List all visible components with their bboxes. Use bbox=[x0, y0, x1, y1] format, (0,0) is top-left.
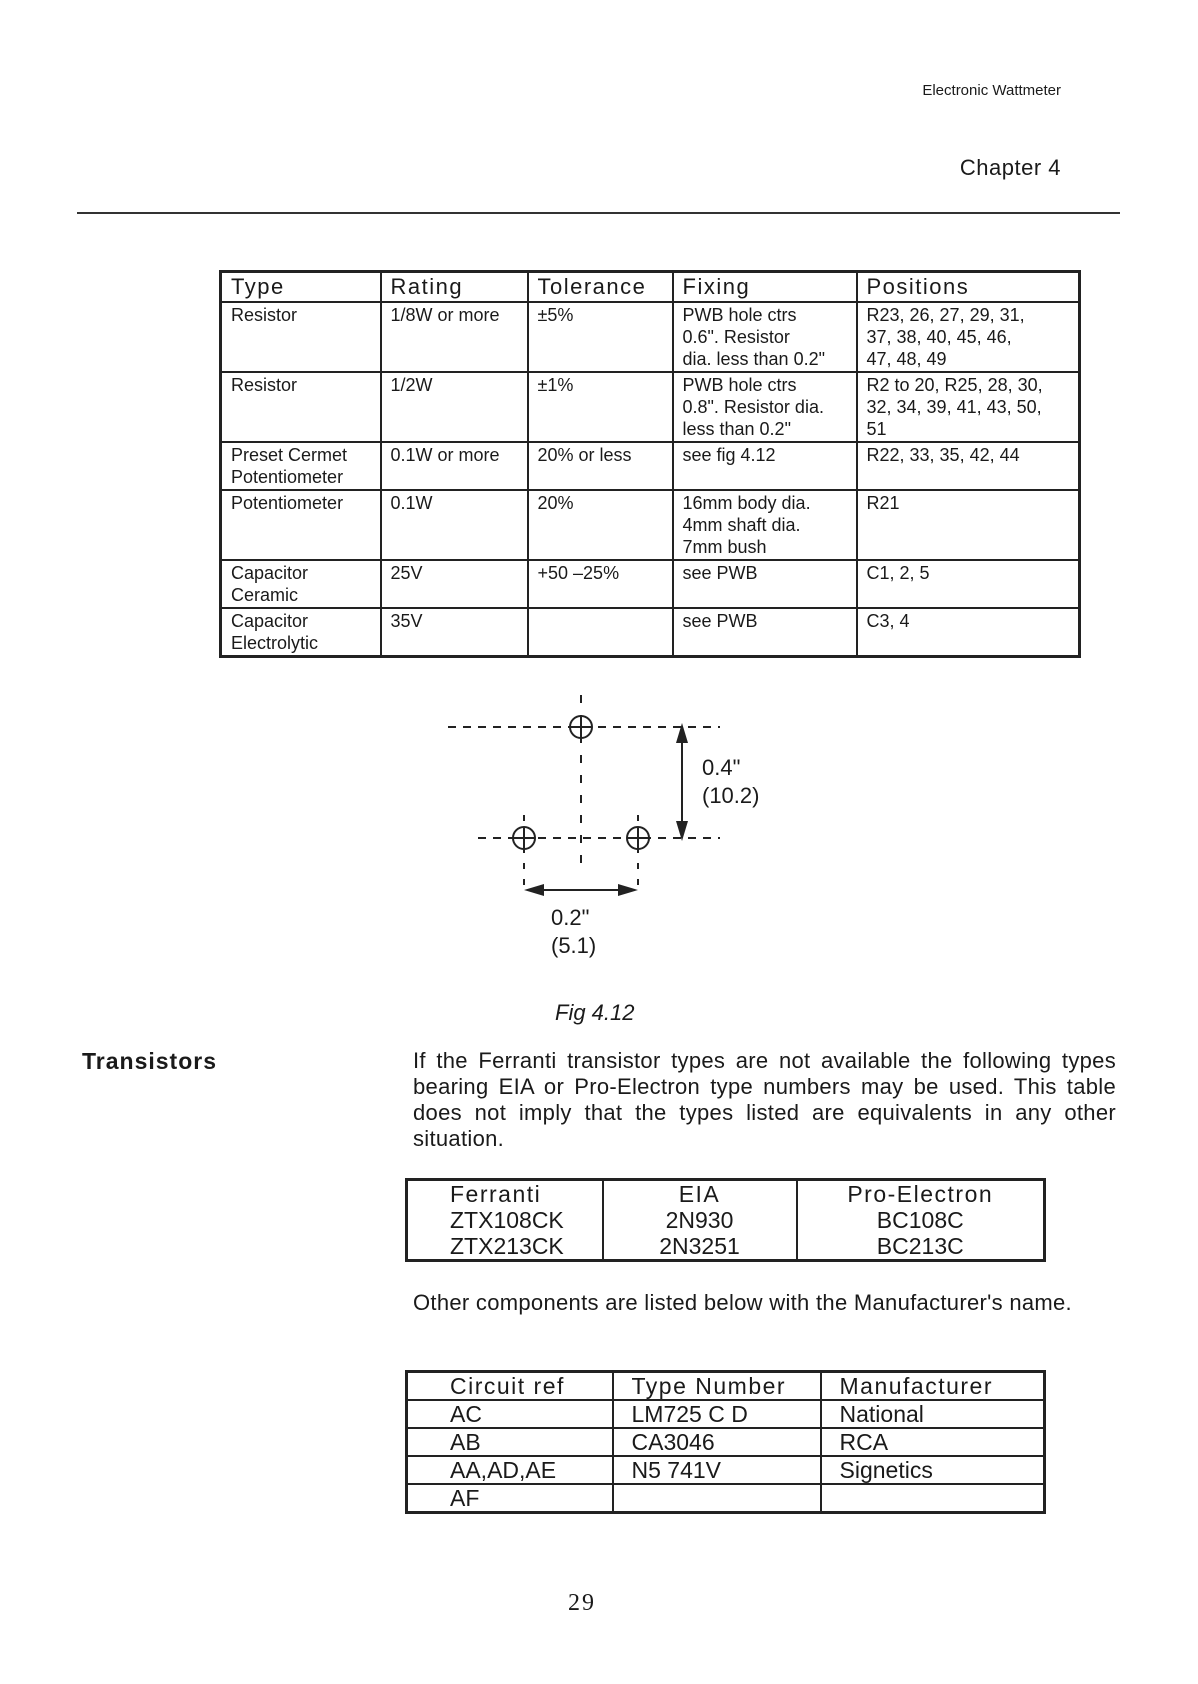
table-cell: AA,AD,AE bbox=[407, 1456, 613, 1484]
parts-fixing-cell bbox=[673, 372, 857, 442]
parts-table bbox=[219, 270, 1081, 658]
parts-tolerance-cell bbox=[528, 560, 673, 608]
parts-positions-cell bbox=[857, 490, 1080, 560]
cell-line: Ceramic bbox=[231, 585, 299, 605]
cell-line: 4mm shaft dia. bbox=[682, 515, 801, 535]
table-row bbox=[407, 1207, 1045, 1233]
table-cell: RCA bbox=[821, 1428, 1045, 1456]
cell-line: Resistor bbox=[231, 375, 298, 395]
table-cell: N5 741V bbox=[613, 1456, 821, 1484]
table-cell: AF bbox=[407, 1484, 613, 1513]
table-row bbox=[407, 1400, 1045, 1428]
table-cell: AC bbox=[407, 1400, 613, 1428]
parts-type-cell bbox=[221, 302, 381, 372]
transistors-paragraph: If the Ferranti transistor types are not available the following types bearing EIA or Pro-Electron type numbers may be used. This table does not imply that the types listed are equivalents in any other situation. bbox=[413, 1048, 1116, 1151]
cell-line: Resistor bbox=[231, 305, 298, 325]
arrow-right-icon bbox=[618, 884, 638, 896]
cell-line: 0.1W or more bbox=[390, 445, 500, 465]
parts-tolerance-cell bbox=[528, 608, 673, 657]
figure-caption: Fig 4.12 bbox=[555, 1000, 635, 1025]
parts-type-cell bbox=[221, 608, 381, 657]
parts-type-cell bbox=[221, 490, 381, 560]
table-cell: BC213C bbox=[797, 1233, 1045, 1261]
cell-line: see PWB bbox=[682, 611, 758, 631]
parts-header-cell: Positions bbox=[857, 272, 1080, 303]
table-cell: BC108C bbox=[797, 1207, 1045, 1233]
parts-fixing-cell bbox=[673, 490, 857, 560]
parts-fixing-cell bbox=[673, 608, 857, 657]
table-row bbox=[407, 1456, 1045, 1484]
parts-rating-cell bbox=[381, 302, 528, 372]
cell-line: 0.6". Resistor bbox=[682, 327, 790, 347]
parts-table-header-row bbox=[221, 272, 1080, 303]
vertical-dimension-mm: (10.2) bbox=[702, 783, 760, 808]
cell-line: 1/2W bbox=[390, 375, 433, 395]
components-header-cell: Manufacturer bbox=[821, 1372, 1045, 1401]
parts-rating-cell bbox=[381, 442, 528, 490]
other-components-paragraph: Other components are listed below with the Manufacturer's name. bbox=[413, 1290, 1072, 1315]
table-row bbox=[407, 1233, 1045, 1261]
cell-line: Capacitor bbox=[231, 563, 309, 583]
cell-line: Preset Cermet bbox=[231, 445, 348, 465]
parts-fixing-cell bbox=[673, 302, 857, 372]
cell-line: PWB hole ctrs bbox=[682, 305, 797, 325]
components-header-cell: Circuit ref bbox=[407, 1372, 613, 1401]
page-number: 29 bbox=[568, 1590, 596, 1616]
parts-positions-cell bbox=[857, 302, 1080, 372]
cell-line: 0.8". Resistor dia. bbox=[682, 397, 824, 417]
table-cell: ZTX213CK bbox=[407, 1233, 603, 1261]
cell-line: 25V bbox=[390, 563, 423, 583]
table-row bbox=[221, 442, 1080, 490]
parts-table-body bbox=[221, 302, 1080, 657]
cell-line: C1, 2, 5 bbox=[866, 563, 930, 583]
parts-type-cell bbox=[221, 442, 381, 490]
vertical-dimension-label: 0.4" bbox=[702, 755, 741, 780]
cell-line: 0.1W bbox=[390, 493, 433, 513]
table-cell: LM725 C D bbox=[613, 1400, 821, 1428]
top-hole-icon bbox=[570, 716, 592, 738]
parts-tolerance-cell bbox=[528, 302, 673, 372]
cell-line: less than 0.2" bbox=[682, 419, 791, 439]
table-row bbox=[221, 608, 1080, 657]
parts-tolerance-cell bbox=[528, 490, 673, 560]
transistor-table bbox=[405, 1178, 1046, 1262]
table-row bbox=[221, 302, 1080, 372]
components-table-header-row bbox=[407, 1372, 1045, 1401]
table-row bbox=[221, 490, 1080, 560]
parts-type-cell bbox=[221, 560, 381, 608]
parts-fixing-cell bbox=[673, 560, 857, 608]
cell-line: 20% bbox=[537, 493, 574, 513]
cell-line: ±1% bbox=[537, 375, 574, 395]
table-cell bbox=[613, 1484, 821, 1513]
table-row bbox=[221, 560, 1080, 608]
cell-line: 16mm body dia. bbox=[682, 493, 811, 513]
cell-line: 37, 38, 40, 45, 46, bbox=[866, 327, 1012, 347]
parts-header-cell: Type bbox=[221, 272, 381, 303]
transistor-header-cell: EIA bbox=[603, 1180, 797, 1208]
cell-line: 7mm bush bbox=[682, 537, 767, 557]
components-table bbox=[405, 1370, 1046, 1514]
cell-line: Potentiometer bbox=[231, 493, 344, 513]
parts-tolerance-cell bbox=[528, 442, 673, 490]
header-rule bbox=[77, 212, 1120, 214]
parts-positions-cell bbox=[857, 560, 1080, 608]
table-cell bbox=[821, 1484, 1045, 1513]
cell-line: see PWB bbox=[682, 563, 758, 583]
table-cell: 2N3251 bbox=[603, 1233, 797, 1261]
cell-line: Capacitor bbox=[231, 611, 309, 631]
cell-line: 32, 34, 39, 41, 43, 50, bbox=[866, 397, 1042, 417]
transistor-header-cell: Ferranti bbox=[407, 1180, 603, 1208]
parts-fixing-cell bbox=[673, 442, 857, 490]
cell-line: PWB hole ctrs bbox=[682, 375, 797, 395]
table-row bbox=[221, 372, 1080, 442]
parts-rating-cell bbox=[381, 560, 528, 608]
parts-header-cell: Tolerance bbox=[528, 272, 673, 303]
table-cell: ZTX108CK bbox=[407, 1207, 603, 1233]
components-header-cell: Type Number bbox=[613, 1372, 821, 1401]
parts-positions-cell bbox=[857, 442, 1080, 490]
cell-line: 47, 48, 49 bbox=[866, 349, 947, 369]
cell-line: R23, 26, 27, 29, 31, bbox=[866, 305, 1025, 325]
table-cell: Signetics bbox=[821, 1456, 1045, 1484]
cell-line: +50 –25% bbox=[537, 563, 620, 583]
running-header: Electronic Wattmeter bbox=[922, 82, 1061, 99]
table-row bbox=[407, 1428, 1045, 1456]
parts-tolerance-cell bbox=[528, 372, 673, 442]
cell-line: 35V bbox=[390, 611, 423, 631]
cell-line: C3, 4 bbox=[866, 611, 910, 631]
hole-spacing-figure bbox=[430, 695, 790, 975]
horizontal-dimension-mm: (5.1) bbox=[551, 933, 597, 958]
chapter-title: Chapter 4 bbox=[959, 155, 1061, 180]
parts-rating-cell bbox=[381, 608, 528, 657]
parts-rating-cell bbox=[381, 372, 528, 442]
cell-line: ±5% bbox=[537, 305, 574, 325]
parts-header-cell: Rating bbox=[381, 272, 528, 303]
cell-line: R22, 33, 35, 42, 44 bbox=[866, 445, 1020, 465]
left-hole-icon bbox=[513, 827, 535, 849]
transistor-table-header-row bbox=[407, 1180, 1045, 1208]
parts-header-cell: Fixing bbox=[673, 272, 857, 303]
cell-line: see fig 4.12 bbox=[682, 445, 776, 465]
arrow-left-icon bbox=[524, 884, 544, 896]
cell-line: dia. less than 0.2" bbox=[682, 349, 825, 369]
horizontal-dimension-label: 0.2" bbox=[551, 905, 590, 930]
parts-type-cell bbox=[221, 372, 381, 442]
parts-positions-cell bbox=[857, 608, 1080, 657]
table-cell: 2N930 bbox=[603, 1207, 797, 1233]
parts-rating-cell bbox=[381, 490, 528, 560]
cell-line: Electrolytic bbox=[231, 633, 319, 653]
section-heading: Transistors bbox=[82, 1048, 217, 1074]
table-cell: National bbox=[821, 1400, 1045, 1428]
table-cell: AB bbox=[407, 1428, 613, 1456]
cell-line: 1/8W or more bbox=[390, 305, 500, 325]
table-row bbox=[407, 1484, 1045, 1513]
cell-line: R21 bbox=[866, 493, 900, 513]
parts-positions-cell bbox=[857, 372, 1080, 442]
table-cell: CA3046 bbox=[613, 1428, 821, 1456]
cell-line: R2 to 20, R25, 28, 30, bbox=[866, 375, 1043, 395]
right-hole-icon bbox=[627, 827, 649, 849]
cell-line: 51 bbox=[866, 419, 887, 439]
cell-line: Potentiometer bbox=[231, 467, 344, 487]
cell-line: 20% or less bbox=[537, 445, 632, 465]
transistor-header-cell: Pro-Electron bbox=[797, 1180, 1045, 1208]
